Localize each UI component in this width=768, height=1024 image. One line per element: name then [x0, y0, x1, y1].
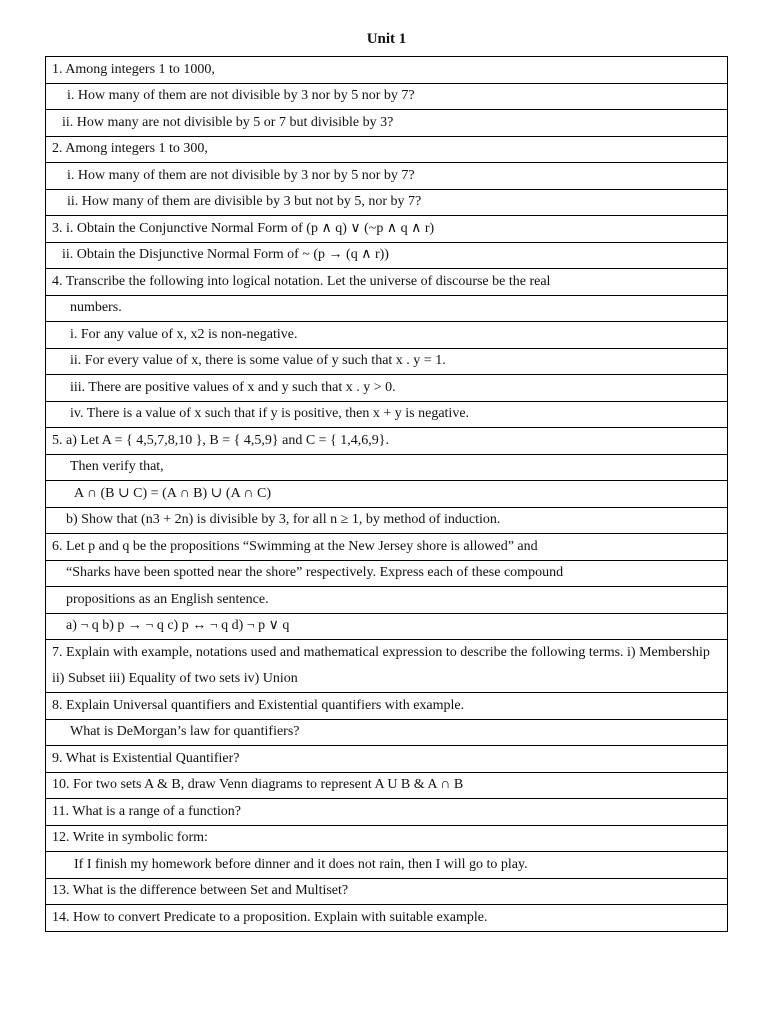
question-row: 4. Transcribe the following into logical notation. Let the universe of discourse be the real	[46, 269, 728, 296]
question-row: 2. Among integers 1 to 300,	[46, 136, 728, 163]
question-row: ii. How many of them are divisible by 3 but not by 5, nor by 7?	[46, 189, 728, 216]
question-row: 13. What is the difference between Set and Multiset?	[46, 878, 728, 905]
question-row: 14. How to convert Predicate to a proposition. Explain with suitable example.	[46, 905, 728, 932]
question-row: 10. For two sets A & B, draw Venn diagrams to represent A U B & A ∩ B	[46, 772, 728, 799]
question-row: If I finish my homework before dinner and it does not rain, then I will go to play.	[46, 852, 728, 879]
question-row: 12. Write in symbolic form:	[46, 825, 728, 852]
question-row: i. How many of them are not divisible by 3 nor by 5 nor by 7?	[46, 163, 728, 190]
question-row: “Sharks have been spotted near the shore” respectively. Express each of these compound	[46, 560, 728, 587]
question-row: ii. How many are not divisible by 5 or 7 but divisible by 3?	[46, 110, 728, 137]
question-row: What is DeMorgan’s law for quantifiers?	[46, 719, 728, 746]
question-table	[45, 56, 728, 932]
question-row: iii. There are positive values of x and y such that x . y > 0.	[46, 375, 728, 402]
question-row: i. For any value of x, x2 is non-negative.	[46, 322, 728, 349]
question-row: 6. Let p and q be the propositions “Swimming at the New Jersey shore is allowed” and	[46, 534, 728, 561]
question-row: numbers.	[46, 295, 728, 322]
page-title: Unit 1	[366, 31, 407, 47]
question-row: a) ¬ q b) p → ¬ q c) p ↔ ¬ q d) ¬ p ∨ q	[46, 613, 728, 640]
question-row: b) Show that (n3 + 2n) is divisible by 3, for all n ≥ 1, by method of induction.	[46, 507, 728, 534]
question-row: i. How many of them are not divisible by 3 nor by 5 nor by 7?	[46, 83, 728, 110]
question-row: 3. i. Obtain the Conjunctive Normal Form of (p ∧ q) ∨ (~p ∧ q ∧ r)	[46, 216, 728, 243]
question-row: ii. For every value of x, there is some value of y such that x . y = 1.	[46, 348, 728, 375]
question-row: A ∩ (B ∪ C) = (A ∩ B) ∪ (A ∩ C)	[46, 481, 728, 508]
question-row: ii. Obtain the Disjunctive Normal Form of ~ (p → (q ∧ r))	[46, 242, 728, 269]
question-row: Then verify that,	[46, 454, 728, 481]
question-row: 11. What is a range of a function?	[46, 799, 728, 826]
question-row: iv. There is a value of x such that if y is positive, then x + y is negative.	[46, 401, 728, 428]
question-row: propositions as an English sentence.	[46, 587, 728, 614]
question-row: 5. a) Let A = { 4,5,7,8,10 }, B = { 4,5,9} and C = { 1,4,6,9}.	[46, 428, 728, 455]
question-row: 8. Explain Universal quantifiers and Existential quantifiers with example.	[46, 693, 728, 720]
question-row: 7. Explain with example, notations used and mathematical expression to describe the following terms. i) Membership ii) Subset iii) Equality of two sets iv) Union	[46, 640, 728, 693]
question-row: 1. Among integers 1 to 1000,	[46, 57, 728, 84]
question-row: 9. What is Existential Quantifier?	[46, 746, 728, 773]
